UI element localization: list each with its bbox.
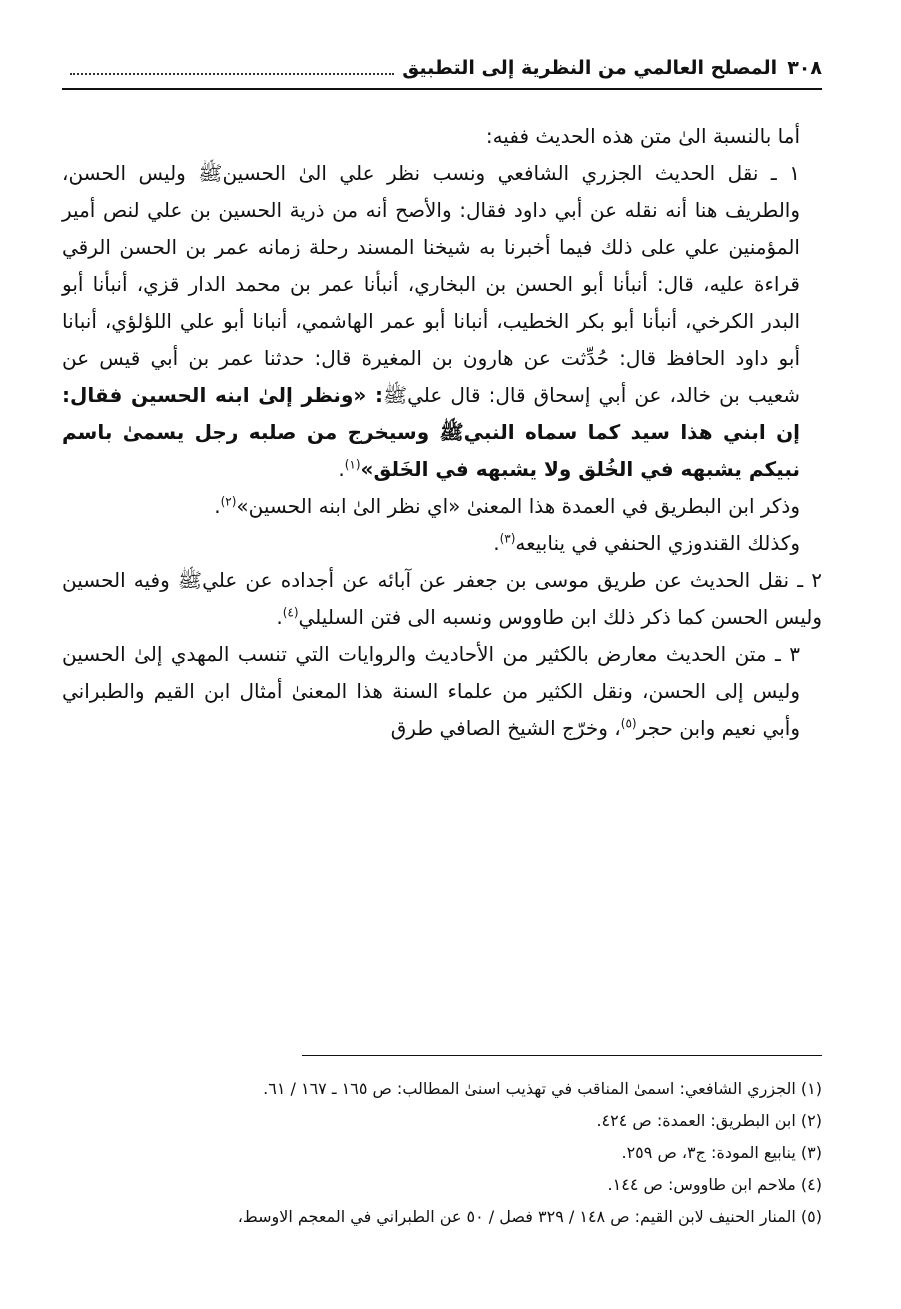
paragraph xyxy=(62,636,822,747)
paragraph: أما بالنسبة الىٰ متن هذه الحديث ففيه: xyxy=(485,124,800,148)
honorific-glyph: ﷺ xyxy=(439,420,464,444)
page-number: ٣٠٨ xyxy=(787,57,822,79)
text-run: وكذلك القندوزي الحنفي في ينابيعه xyxy=(515,531,800,555)
running-title: المصلح العالمي من النظرية إلى التطبيق xyxy=(402,57,778,79)
honorific-glyph: ﷺ xyxy=(198,161,223,185)
running-header xyxy=(62,48,822,88)
text-run: وذكر ابن البطريق في العمدة هذا المعنىٰ «اي نظر الىٰ ابنه الحسين» xyxy=(236,494,800,518)
text-run: ، وخرّج الشيخ الصافي طرق xyxy=(390,716,621,740)
honorific-glyph: ﷺ xyxy=(382,383,408,407)
text-run: . xyxy=(338,457,345,481)
paragraph xyxy=(62,525,822,562)
honorific-glyph: ﷺ xyxy=(177,568,203,592)
leader-dots xyxy=(70,61,394,75)
text-run: . xyxy=(214,494,221,518)
footnotes xyxy=(62,1073,822,1233)
footnote-ref: (٤) xyxy=(282,605,299,620)
text-run: ٣ ـ متن الحديث معارض بالكثير من الأحاديث والروايات التي تنسب المهدي إلىٰ الحسين وليس إلى الحسن، ونقل الكثير من علماء السنة هذا المعنىٰ أمثال ابن القيم والطبراني وأبي نعيم وابن حجر xyxy=(62,642,800,740)
book-page xyxy=(62,48,822,1298)
header-rule xyxy=(62,88,822,90)
footnote-ref: (١) xyxy=(344,457,361,472)
text-run: . xyxy=(276,605,283,629)
text-run: ٢ ـ نقل الحديث عن طريق موسى بن جعفر عن آبائه عن أجداده عن علي xyxy=(202,568,822,592)
footnote-ref: (٢) xyxy=(220,494,237,509)
text-run: . xyxy=(493,531,500,555)
text-run: ١ ـ نقل الحديث الجزري الشافعي ونسب نظر علي الىٰ الحسين xyxy=(222,161,800,185)
footnote-ref: (٥) xyxy=(620,716,637,731)
footnote: (٤) ملاحم ابن طاووس: ص ١٤٤. xyxy=(607,1175,822,1194)
paragraph xyxy=(62,488,822,525)
main-text xyxy=(62,118,822,747)
footnote: (٢) ابن البطريق: العمدة: ص ٤٢٤. xyxy=(596,1111,822,1130)
paragraph xyxy=(62,562,822,636)
footnote-separator xyxy=(302,1055,822,1056)
text-run: وليس الحسن، والطريف هنا أنه نقله عن أبي داود فقال: والأصح أنه من ذرية الحسين بن علي لنص أمير المؤمنين علي على ذلك فيما أخبرنا به شيخنا المسند رحلة زمانه عمر بن الحسن الرقي قراءة عليه، قال: أنبأنا أبو الحسن بن البخاري، أنبأنا عمر بن محمد الدار قزي، أنبأنا أبو البدر الكرخي، أنبأنا أبو بكر الخطيب، أنبانا أبو عمر الهاشمي، أنبانا أبو علي اللؤلؤي، أنبانا أبو داود الحافظ قال: حُدِّثت عن هارون بن المغيرة قال: حدثنا عمر بن أبي قيس عن شعيب بن خالد، عن أبي إسحاق قال: قال علي xyxy=(62,161,800,407)
hadith-quote: وسيخرج من صلبه رجل يسمىٰ باسم نبيكم يشبهه في الخُلق ولا يشبهه في الخَلق» xyxy=(62,420,800,481)
footnote-ref: (٣) xyxy=(499,531,516,546)
paragraph xyxy=(62,155,822,488)
footnote: (٥) المنار الحنيف لابن القيم: ص ١٤٨ / ٣٢٩ فصل / ٥٠ عن الطبراني في المعجم الاوسط، xyxy=(237,1207,822,1226)
footnote: (٣) ينابيع المودة: ج٣، ص ٢٥٩. xyxy=(621,1143,822,1162)
footnote: (١) الجزري الشافعي: اسمىٰ المناقب في تهذيب اسنىٰ المطالب: ص ١٦٥ ـ ١٦٧ / ٦١. xyxy=(263,1079,822,1098)
text-run: وفيه الحسين وليس الحسن كما ذكر ذلك ابن طاووس ونسبه الى فتن السليلي xyxy=(62,568,822,629)
hadith-quote: : «ونظر إلىٰ ابنه الحسين فقال: إن ابني هذا سيد كما سماه النبي xyxy=(62,383,800,444)
